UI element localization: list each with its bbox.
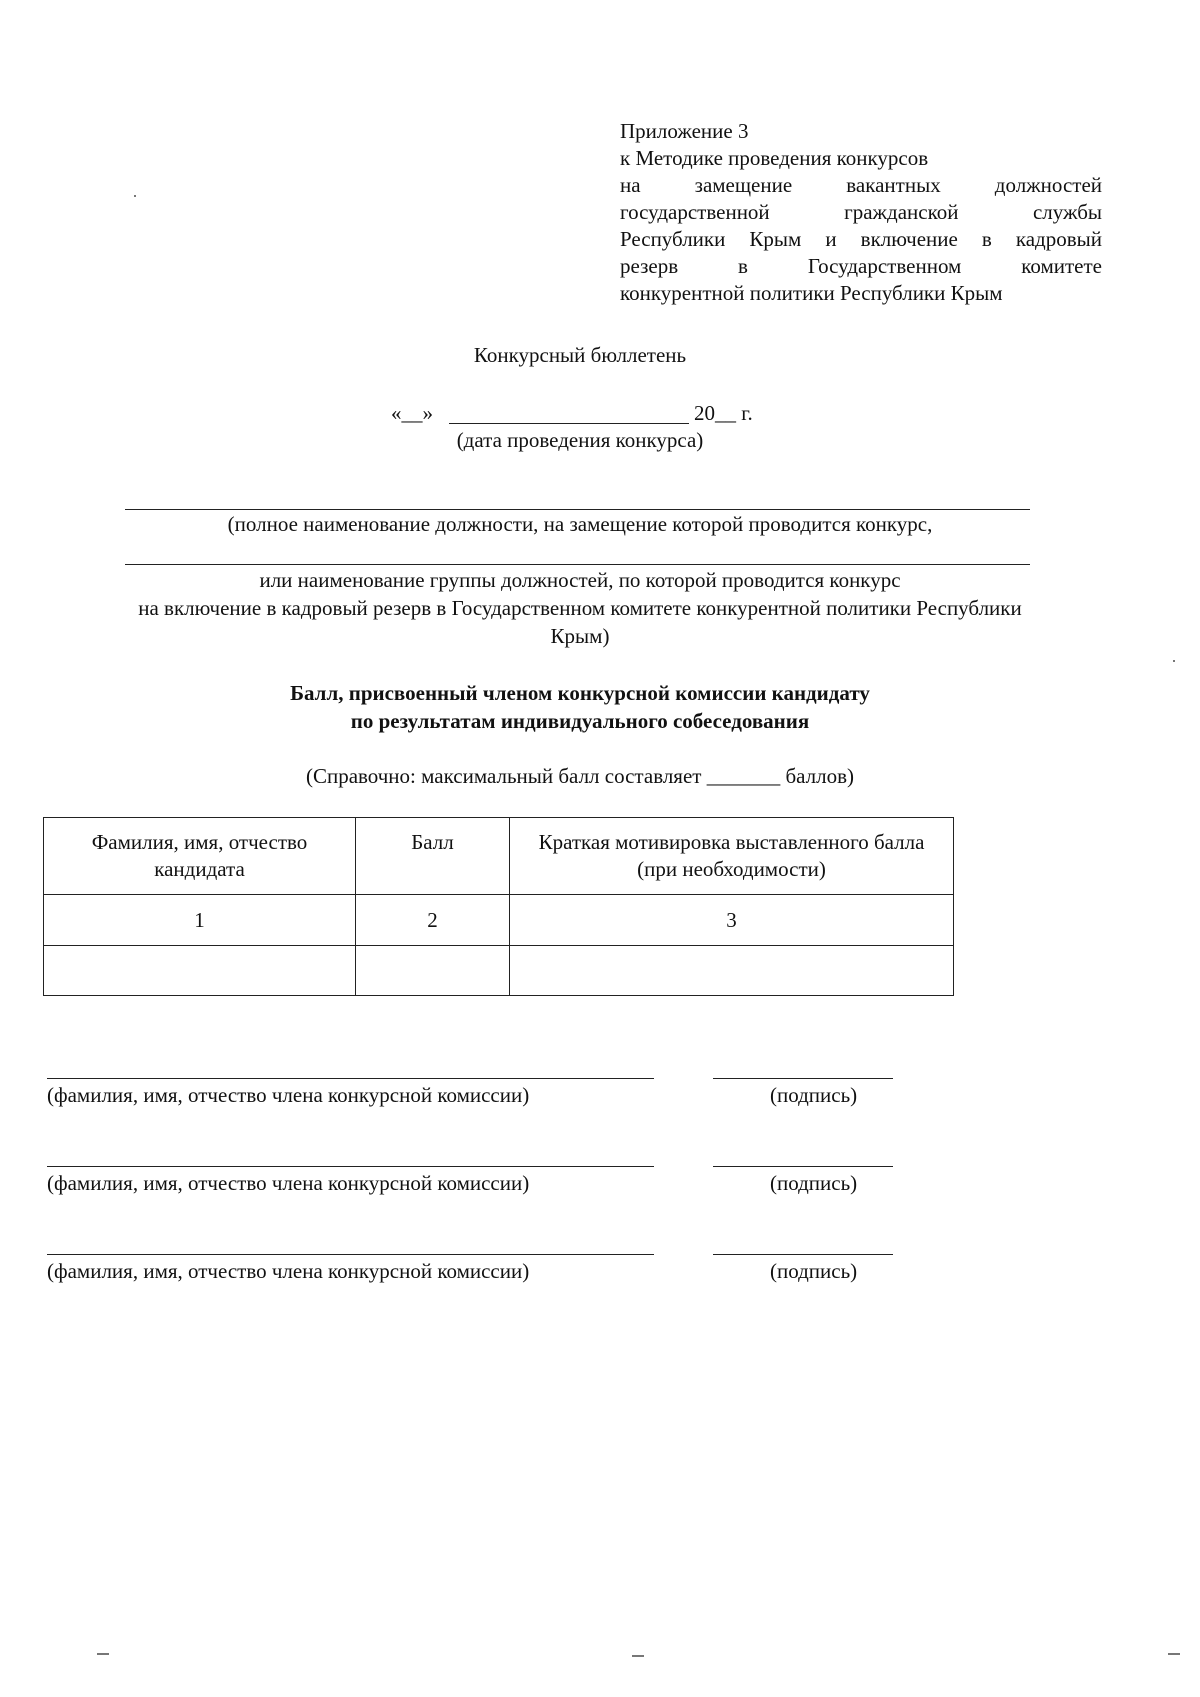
- appendix-line: конкурентной политики Республики Крым: [620, 281, 1003, 305]
- position-caption-1: (полное наименование должности, на замещение которой проводится конкурс,: [227, 512, 933, 536]
- member-name-caption: (фамилия, имя, отчество члена конкурсной комиссии): [47, 1259, 530, 1283]
- appendix-line: Приложение 3: [620, 119, 749, 143]
- date-quote: «__»: [391, 401, 433, 425]
- signature-line[interactable]: [713, 1166, 893, 1167]
- scan-speck: [1168, 1653, 1180, 1655]
- appendix-line: на замещение вакантных должностей: [620, 173, 1102, 197]
- position-caption-2: или наименование группы должностей, по которой проводится конкурс: [259, 568, 901, 592]
- position-line-1: [125, 509, 1030, 510]
- max-score-reference: (Справочно: максимальный балл составляет _______ баллов): [305, 764, 855, 788]
- column-number: 2: [356, 895, 510, 946]
- member-name-caption: (фамилия, имя, отчество члена конкурсной комиссии): [47, 1083, 530, 1107]
- table-row: [44, 946, 954, 996]
- header-motivation: Краткая мотивировка выставленного балла (при необходимости): [510, 818, 954, 895]
- signature-caption: (подпись): [770, 1083, 858, 1107]
- column-number: 3: [510, 895, 954, 946]
- signature-caption: (подпись): [770, 1259, 858, 1283]
- scan-speck: [134, 195, 136, 197]
- appendix-block: [620, 118, 1102, 307]
- document-title: Конкурсный бюллетень: [473, 343, 687, 367]
- position-caption-3: на включение в кадровый резерв в Государственном комитете конкурентной политики Республики: [138, 596, 1022, 620]
- header-score: Балл: [356, 818, 510, 895]
- position-caption-4: Крым): [550, 624, 610, 648]
- column-number: 1: [44, 895, 356, 946]
- date-underline: [449, 423, 689, 424]
- score-cell[interactable]: [356, 946, 510, 996]
- member-name-caption: (фамилия, имя, отчество члена конкурсной комиссии): [47, 1171, 530, 1195]
- signature-line[interactable]: [713, 1078, 893, 1079]
- header-candidate-name: Фамилия, имя, отчество кандидата: [44, 818, 356, 895]
- position-line-2: [125, 564, 1030, 565]
- heading-line-1: Балл, присвоенный членом конкурсной комиссии кандидату: [290, 681, 870, 705]
- score-table: [43, 817, 954, 996]
- candidate-name-cell[interactable]: [44, 946, 356, 996]
- signature-caption: (подпись): [770, 1171, 858, 1195]
- table-header-row: [44, 818, 954, 895]
- date-caption: (дата проведения конкурса): [456, 428, 704, 452]
- member-name-line[interactable]: [47, 1254, 654, 1255]
- scan-speck: [1173, 660, 1175, 662]
- appendix-line: Республики Крым и включение в кадровый: [620, 227, 1102, 251]
- heading-line-2: по результатам индивидуального собеседования: [350, 709, 810, 733]
- scan-speck: [632, 1655, 644, 1657]
- signature-line[interactable]: [713, 1254, 893, 1255]
- appendix-line: резерв в Государственном комитете: [620, 254, 1102, 278]
- motivation-cell[interactable]: [510, 946, 954, 996]
- scan-speck: [97, 1653, 109, 1655]
- date-year: 20__ г.: [694, 401, 753, 425]
- member-name-line[interactable]: [47, 1166, 654, 1167]
- member-name-line[interactable]: [47, 1078, 654, 1079]
- appendix-line: к Методике проведения конкурсов: [620, 146, 929, 170]
- table-number-row: [44, 895, 954, 946]
- appendix-line: государственной гражданской службы: [620, 200, 1102, 224]
